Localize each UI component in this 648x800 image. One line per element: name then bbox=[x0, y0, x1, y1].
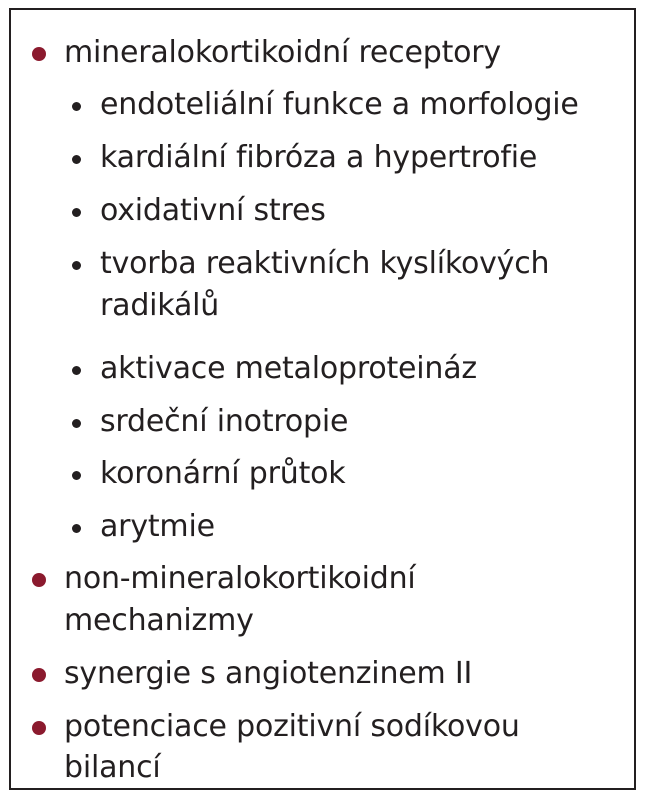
bullet-icon bbox=[72, 471, 81, 480]
bullet-icon bbox=[72, 419, 81, 428]
bullet-icon bbox=[32, 668, 46, 682]
list-item-text: mechanizmy bbox=[64, 603, 254, 638]
bullet-icon bbox=[72, 524, 81, 533]
content-box bbox=[9, 8, 636, 790]
sub-item-text: oxidativní stres bbox=[100, 193, 326, 228]
bullet-icon bbox=[72, 261, 81, 270]
list-item-text: potenciace pozitivní sodíkovou bbox=[64, 709, 520, 744]
bullet-icon bbox=[72, 208, 81, 217]
sub-item-text: radikálů bbox=[100, 288, 220, 323]
bullet-icon bbox=[72, 366, 81, 375]
sub-item-text: tvorba reaktivních kyslíkových bbox=[100, 246, 550, 281]
list-item-text: mineralokortikoidní receptory bbox=[64, 35, 501, 70]
list-item-text: bilancí bbox=[64, 750, 161, 785]
list-item-text: synergie s angiotenzinem II bbox=[64, 656, 473, 691]
sub-item-text: arytmie bbox=[100, 509, 215, 544]
bullet-icon bbox=[72, 155, 81, 164]
bullet-icon bbox=[32, 573, 46, 587]
bullet-icon bbox=[72, 102, 81, 111]
sub-item-text: endoteliální funkce a morfologie bbox=[100, 87, 579, 122]
sub-item-text: kardiální fibróza a hypertrofie bbox=[100, 140, 538, 175]
sub-item-text: koronární průtok bbox=[100, 456, 346, 491]
list-item-text: non-mineralokortikoidní bbox=[64, 561, 416, 596]
bullet-icon bbox=[32, 721, 46, 735]
sub-item-text: srdeční inotropie bbox=[100, 404, 349, 439]
bullet-icon bbox=[32, 47, 46, 61]
sub-item-text: aktivace metaloproteináz bbox=[100, 351, 477, 386]
